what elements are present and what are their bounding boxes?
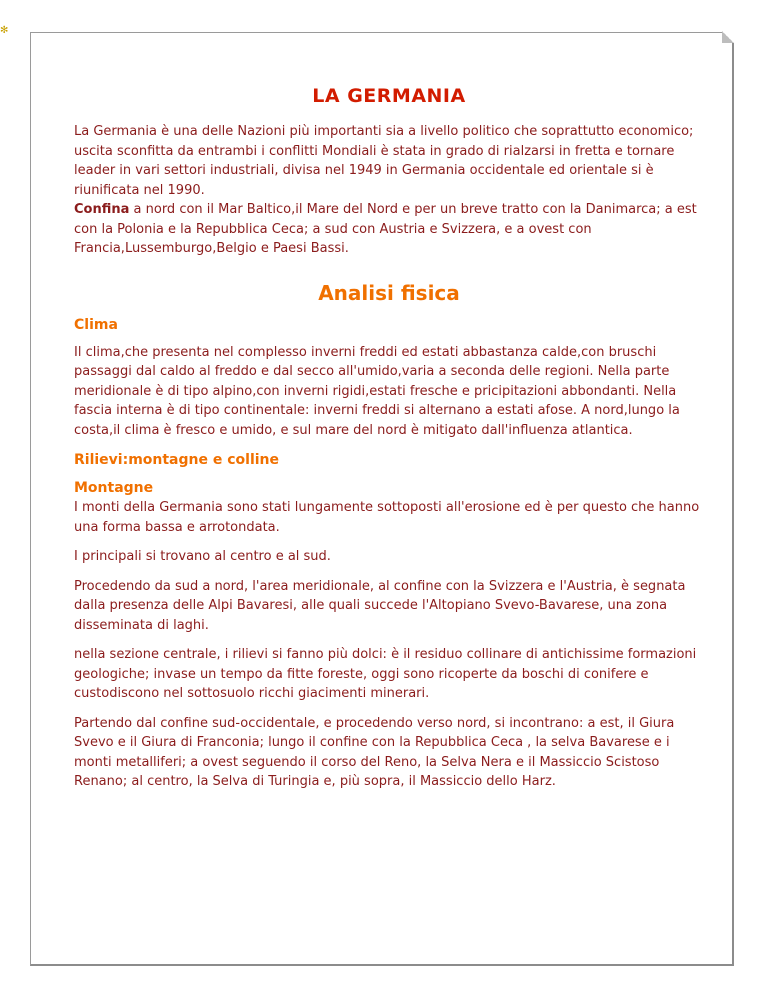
clima-paragraph: Il clima,che presenta nel complesso inverni freddi ed estati abbastanza calde,con bruschi passaggi dal caldo al freddo e dal secco all'umido,varia a seconda delle regioni. Nella parte meridionale è di tipo alpino,con inverni rigidi,estati fresche e pricipitazioni abbondanti. Nella fascia interna è di tipo continentale: inverni freddi si alternano a estati afose. A nord,lungo la costa,il clima è fresco e umido, e sul mare del nord è mitigato dall'influenza atlantica. [74, 344, 680, 438]
page-title: LA GERMANIA [312, 85, 466, 107]
confina-label: Confina [74, 202, 130, 217]
document-body [74, 82, 704, 802]
montagne-paragraph: Partendo dal confine sud-occidentale, e procedendo verso nord, si incontrano: a est, il Giura Svevo e il Giura di Franconia; lungo il confine con la Repubblica Ceca , la selva Bavarese e i monti metalliferi; a ovest seguendo il corso del Reno, la Selva Nera e il Massiccio Scistoso Renano; al centro, la Selva di Turingia e, più sopra, il Massiccio dello Harz. [74, 715, 675, 789]
montagne-paragraph: nella sezione centrale, i rilievi si fanno più dolci: è il residuo collinare di antichissime formazioni geologiche; invase un tempo da fitte foreste, oggi sono ricoperte da boschi di conifere e custodiscono nel sottosuolo ricchi giacimenti minerari. [74, 647, 697, 701]
rilievi-heading: Rilievi:montagne e colline [74, 452, 280, 468]
montagne-paragraph: I monti della Germania sono stati lungamente sottoposti all'erosione ed è per questo che hanno una forma bassa e arrotondata. [74, 500, 700, 535]
section-title: Analisi fisica [318, 280, 460, 305]
montagne-paragraph: I principali si trovano al centro e al sud. [74, 549, 331, 564]
corner-anchor-icon: ✻ [0, 25, 9, 36]
confina-text: a nord con il Mar Baltico,il Mare del Nord e per un breve tratto con la Danimarca; a est con la Polonia e la Repubblica Ceca; a sud con Austria e Svizzera, e a ovest con Francia,Lussemburgo,Belgio e Paesi Bassi. [74, 202, 697, 256]
page-corner-fold [722, 31, 734, 43]
confina-paragraph [74, 200, 704, 259]
montagne-heading: Montagne [74, 480, 154, 496]
clima-heading: Clima [74, 316, 118, 333]
intro-paragraph: La Germania è una delle Nazioni più importanti sia a livello politico che soprattutto economico; uscita sconfitta da entrambi i conflitti Mondiali è stata in grado di rialzarsi in fretta e tornare leader in vari settori industriali, divisa nel 1949 in Germania occidentale ed orientale si è riunificata nel 1990. [74, 124, 694, 198]
montagne-paragraph: Procedendo da sud a nord, l'area meridionale, al confine con la Svizzera e l'Austria, è segnata dalla presenza delle Alpi Bavaresi, alle quali succede l'Altopiano Svevo-Bavarese, una zona disseminata di laghi. [74, 578, 686, 633]
